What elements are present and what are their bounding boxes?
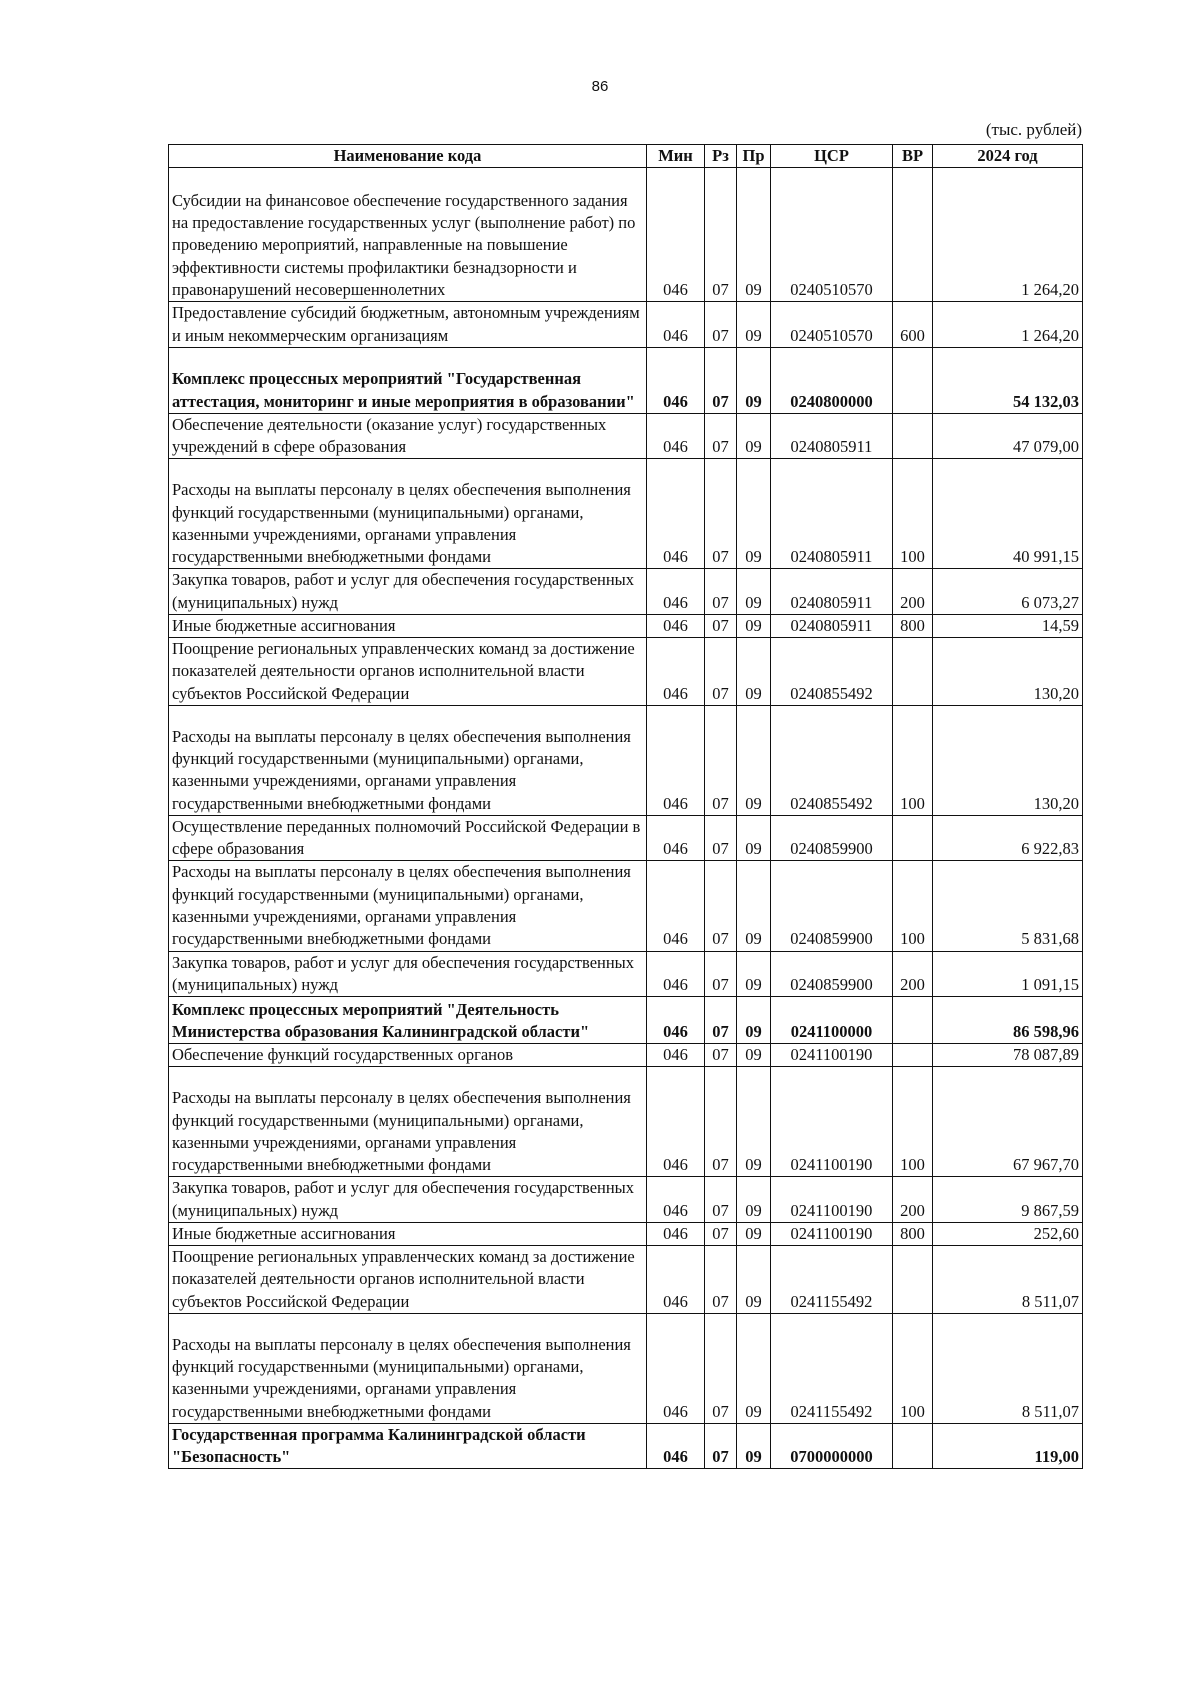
column-header-name: Наименование кода — [169, 145, 647, 168]
row-amount: 8 511,07 — [933, 1313, 1083, 1423]
row-rz: 07 — [705, 1222, 737, 1245]
row-amount: 119,00 — [933, 1423, 1083, 1469]
column-header-vr: ВР — [893, 145, 933, 168]
column-header-amount: 2024 год — [933, 145, 1083, 168]
row-amount: 54 132,03 — [933, 347, 1083, 413]
row-amount: 86 598,96 — [933, 997, 1083, 1044]
row-vr: 100 — [893, 1067, 933, 1177]
row-pr: 09 — [737, 569, 771, 615]
row-vr — [893, 168, 933, 302]
row-amount: 9 867,59 — [933, 1177, 1083, 1223]
row-amount: 47 079,00 — [933, 413, 1083, 459]
row-vr: 100 — [893, 459, 933, 569]
row-pr: 09 — [737, 951, 771, 997]
header-row — [169, 145, 1083, 168]
table-row — [169, 1044, 1083, 1067]
row-csr: 0240859900 — [771, 815, 893, 861]
row-min: 046 — [647, 1067, 705, 1177]
row-csr: 0241100000 — [771, 997, 893, 1044]
row-pr: 09 — [737, 1423, 771, 1469]
row-min: 046 — [647, 302, 705, 348]
units-note: (тыс. рублей) — [985, 120, 1082, 139]
row-name: Расходы на выплаты персоналу в целях обеспечения выполнения функций государственными (муниципальными) органами, казенными учреждениями, органами управления государственными внебюджетными фондами — [169, 1313, 647, 1423]
row-min: 046 — [647, 861, 705, 951]
row-name: Государственная программа Калининградской области "Безопасность" — [169, 1423, 647, 1469]
row-csr: 0240805911 — [771, 569, 893, 615]
row-amount: 6 922,83 — [933, 815, 1083, 861]
row-csr: 0240510570 — [771, 302, 893, 348]
table-row — [169, 347, 1083, 413]
row-name: Осуществление переданных полномочий Российской Федерации в сфере образования — [169, 815, 647, 861]
row-vr: 100 — [893, 1313, 933, 1423]
row-csr: 0241155492 — [771, 1313, 893, 1423]
row-pr: 09 — [737, 413, 771, 459]
row-name: Закупка товаров, работ и услуг для обеспечения государственных (муниципальных) нужд — [169, 951, 647, 997]
row-pr: 09 — [737, 997, 771, 1044]
row-vr — [893, 347, 933, 413]
row-name: Поощрение региональных управленческих команд за достижение показателей деятельности органов исполнительной власти субъектов Российской Федерации — [169, 638, 647, 706]
row-vr: 100 — [893, 861, 933, 951]
row-name: Закупка товаров, работ и услуг для обеспечения государственных (муниципальных) нужд — [169, 1177, 647, 1223]
row-min: 046 — [647, 569, 705, 615]
row-csr: 0241100190 — [771, 1177, 893, 1223]
row-pr: 09 — [737, 614, 771, 637]
row-csr: 0700000000 — [771, 1423, 893, 1469]
row-min: 046 — [647, 1313, 705, 1423]
row-csr: 0240855492 — [771, 705, 893, 815]
row-rz: 07 — [705, 861, 737, 951]
row-name: Расходы на выплаты персоналу в целях обеспечения выполнения функций государственными (муниципальными) органами, казенными учреждениями, органами управления государственными внебюджетными фондами — [169, 459, 647, 569]
column-header-csr: ЦСР — [771, 145, 893, 168]
row-amount: 8 511,07 — [933, 1246, 1083, 1314]
row-csr: 0241100190 — [771, 1067, 893, 1177]
row-min: 046 — [647, 1423, 705, 1469]
row-name: Расходы на выплаты персоналу в целях обеспечения выполнения функций государственными (муниципальными) органами, казенными учреждениями, органами управления государственными внебюджетными фондами — [169, 1067, 647, 1177]
row-amount: 14,59 — [933, 614, 1083, 637]
row-rz: 07 — [705, 347, 737, 413]
row-pr: 09 — [737, 168, 771, 302]
row-min: 046 — [647, 815, 705, 861]
row-min: 046 — [647, 459, 705, 569]
row-name: Закупка товаров, работ и услуг для обеспечения государственных (муниципальных) нужд — [169, 569, 647, 615]
row-rz: 07 — [705, 1313, 737, 1423]
row-rz: 07 — [705, 1177, 737, 1223]
row-name: Расходы на выплаты персоналу в целях обеспечения выполнения функций государственными (муниципальными) органами, казенными учреждениями, органами управления государственными внебюджетными фондами — [169, 705, 647, 815]
table-row — [169, 705, 1083, 815]
table-row — [169, 459, 1083, 569]
row-csr: 0241155492 — [771, 1246, 893, 1314]
table-row — [169, 614, 1083, 637]
table-row — [169, 815, 1083, 861]
table-row — [169, 168, 1083, 302]
row-vr: 100 — [893, 705, 933, 815]
row-rz: 07 — [705, 1423, 737, 1469]
row-csr: 0240855492 — [771, 638, 893, 706]
row-name: Комплекс процессных мероприятий "Деятельность Министерства образования Калининградской области" — [169, 997, 647, 1044]
row-name: Предоставление субсидий бюджетным, автономным учреждениям и иным некоммерческим организациям — [169, 302, 647, 348]
row-csr: 0240859900 — [771, 951, 893, 997]
row-min: 046 — [647, 413, 705, 459]
column-header-pr: Пр — [737, 145, 771, 168]
row-amount: 67 967,70 — [933, 1067, 1083, 1177]
row-min: 046 — [647, 1246, 705, 1314]
row-rz: 07 — [705, 459, 737, 569]
row-rz: 07 — [705, 1246, 737, 1314]
row-rz: 07 — [705, 413, 737, 459]
row-amount: 1 264,20 — [933, 302, 1083, 348]
row-csr: 0241100190 — [771, 1222, 893, 1245]
table-row — [169, 1246, 1083, 1314]
table-row — [169, 1222, 1083, 1245]
row-pr: 09 — [737, 1177, 771, 1223]
row-pr: 09 — [737, 302, 771, 348]
row-min: 046 — [647, 1177, 705, 1223]
budget-table — [168, 144, 1083, 1469]
page-number: 86 — [591, 78, 609, 95]
row-vr — [893, 1246, 933, 1314]
row-min: 046 — [647, 705, 705, 815]
row-name: Обеспечение деятельности (оказание услуг) государственных учреждений в сфере образования — [169, 413, 647, 459]
row-csr: 0240805911 — [771, 459, 893, 569]
row-rz: 07 — [705, 168, 737, 302]
row-rz: 07 — [705, 815, 737, 861]
row-pr: 09 — [737, 705, 771, 815]
row-rz: 07 — [705, 705, 737, 815]
table-row — [169, 997, 1083, 1044]
row-csr: 0241100190 — [771, 1044, 893, 1067]
row-vr — [893, 997, 933, 1044]
column-header-min: Мин — [647, 145, 705, 168]
row-csr: 0240800000 — [771, 347, 893, 413]
row-min: 046 — [647, 614, 705, 637]
row-name: Иные бюджетные ассигнования — [169, 1222, 647, 1245]
row-rz: 07 — [705, 302, 737, 348]
row-csr: 0240805911 — [771, 614, 893, 637]
row-csr: 0240859900 — [771, 861, 893, 951]
row-amount: 40 991,15 — [933, 459, 1083, 569]
row-rz: 07 — [705, 569, 737, 615]
row-amount: 1 091,15 — [933, 951, 1083, 997]
table-row — [169, 569, 1083, 615]
table-row — [169, 1067, 1083, 1177]
table-body — [169, 168, 1083, 1469]
table-row — [169, 302, 1083, 348]
row-rz: 07 — [705, 614, 737, 637]
row-min: 046 — [647, 638, 705, 706]
row-pr: 09 — [737, 1222, 771, 1245]
row-vr — [893, 413, 933, 459]
row-amount: 130,20 — [933, 705, 1083, 815]
row-vr — [893, 638, 933, 706]
row-name: Субсидии на финансовое обеспечение государственного задания на предоставление государственных услуг (выполнение работ) по проведению мероприятий, направленные на повышение эффективности системы профилактики безнадзорности и правонарушений несовершеннолетних — [169, 168, 647, 302]
row-csr: 0240510570 — [771, 168, 893, 302]
row-vr: 600 — [893, 302, 933, 348]
row-name: Расходы на выплаты персоналу в целях обеспечения выполнения функций государственными (муниципальными) органами, казенными учреждениями, органами управления государственными внебюджетными фондами — [169, 861, 647, 951]
row-vr: 200 — [893, 569, 933, 615]
row-rz: 07 — [705, 1067, 737, 1177]
row-csr: 0240805911 — [771, 413, 893, 459]
row-min: 046 — [647, 997, 705, 1044]
row-vr: 800 — [893, 614, 933, 637]
table-row — [169, 951, 1083, 997]
row-min: 046 — [647, 1222, 705, 1245]
row-amount: 130,20 — [933, 638, 1083, 706]
row-min: 046 — [647, 347, 705, 413]
row-vr — [893, 1044, 933, 1067]
table-row — [169, 638, 1083, 706]
row-pr: 09 — [737, 815, 771, 861]
row-name: Обеспечение функций государственных органов — [169, 1044, 647, 1067]
row-vr — [893, 815, 933, 861]
row-pr: 09 — [737, 1067, 771, 1177]
row-amount: 1 264,20 — [933, 168, 1083, 302]
row-name: Комплекс процессных мероприятий "Государственная аттестация, мониторинг и иные мероприятия в образовании" — [169, 347, 647, 413]
row-pr: 09 — [737, 347, 771, 413]
row-pr: 09 — [737, 1044, 771, 1067]
row-rz: 07 — [705, 997, 737, 1044]
row-pr: 09 — [737, 638, 771, 706]
table-row — [169, 861, 1083, 951]
row-pr: 09 — [737, 1246, 771, 1314]
row-min: 046 — [647, 951, 705, 997]
row-vr: 200 — [893, 951, 933, 997]
row-pr: 09 — [737, 459, 771, 569]
row-rz: 07 — [705, 1044, 737, 1067]
row-vr: 200 — [893, 1177, 933, 1223]
row-pr: 09 — [737, 861, 771, 951]
table-row — [169, 1313, 1083, 1423]
row-name: Иные бюджетные ассигнования — [169, 614, 647, 637]
column-header-rz: Рз — [705, 145, 737, 168]
row-amount: 5 831,68 — [933, 861, 1083, 951]
table-row — [169, 1423, 1083, 1469]
row-pr: 09 — [737, 1313, 771, 1423]
row-name: Поощрение региональных управленческих команд за достижение показателей деятельности органов исполнительной власти субъектов Российской Федерации — [169, 1246, 647, 1314]
row-amount: 252,60 — [933, 1222, 1083, 1245]
row-vr — [893, 1423, 933, 1469]
row-rz: 07 — [705, 951, 737, 997]
table-row — [169, 413, 1083, 459]
row-min: 046 — [647, 1044, 705, 1067]
row-amount: 78 087,89 — [933, 1044, 1083, 1067]
row-rz: 07 — [705, 638, 737, 706]
table-row — [169, 1177, 1083, 1223]
row-amount: 6 073,27 — [933, 569, 1083, 615]
row-vr: 800 — [893, 1222, 933, 1245]
row-min: 046 — [647, 168, 705, 302]
